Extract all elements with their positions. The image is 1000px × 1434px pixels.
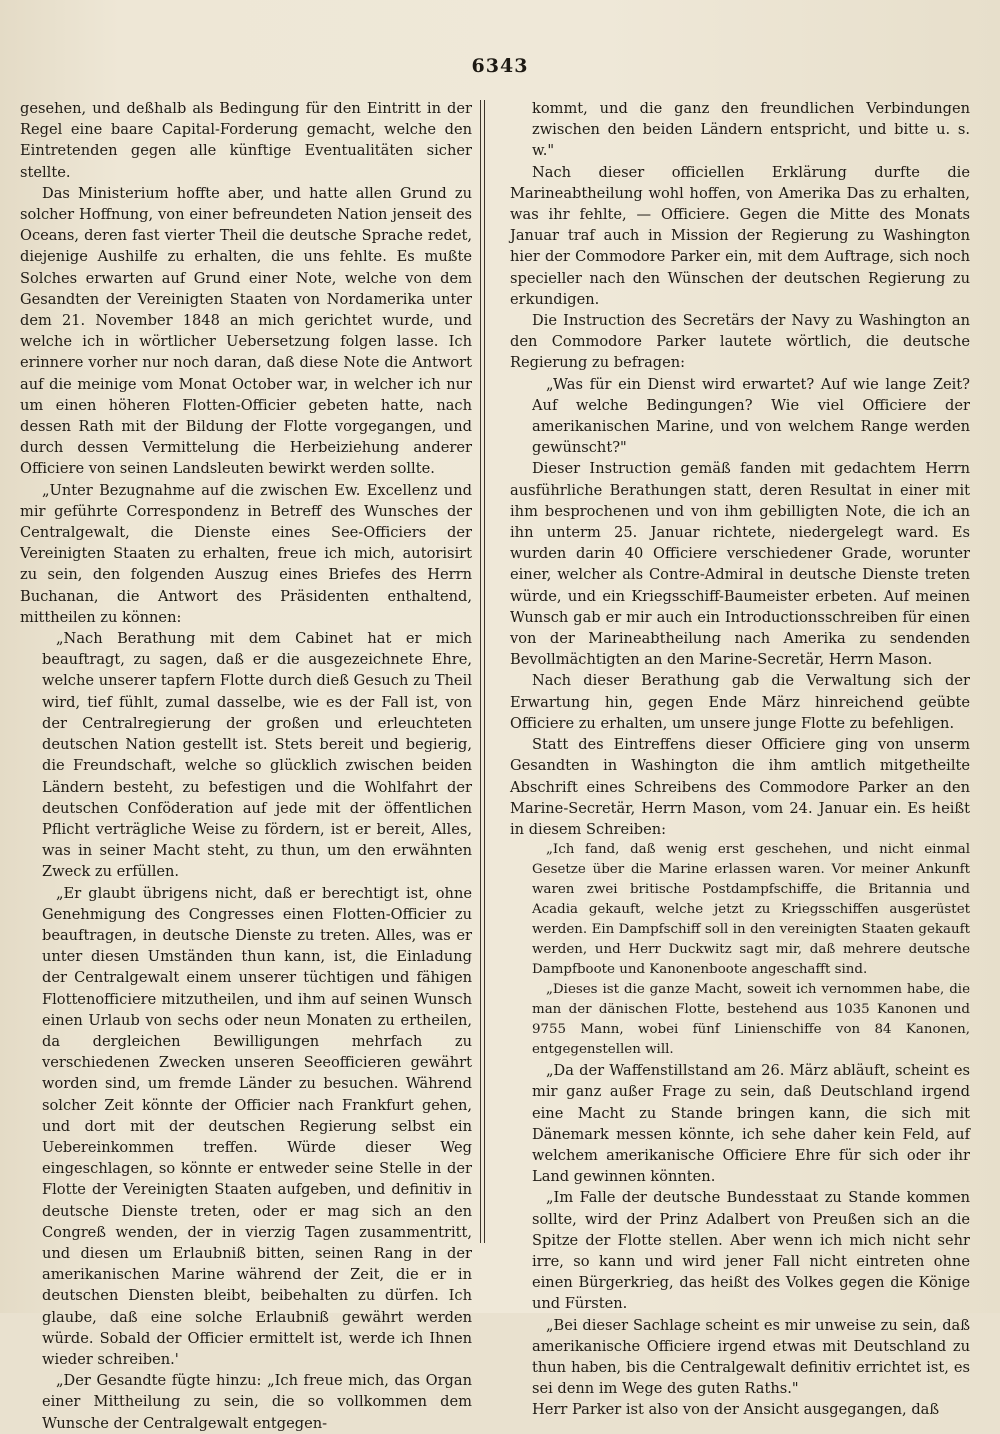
quoted-paragraph: „Da der Waffenstillstand am 26. März abläuft, scheint es mir ganz außer Frage zu sein, daß Deutschland irgend eine Macht zu Stande bringen kann, die sich mit Dänemark messen könnte, ich sehe daher kein Feld, auf welchem amerikanische Officiere Ehre für sich oder ihr Land gewinnen könnten.	[532, 1062, 970, 1186]
paragraph: Herr Parker ist also von der Ansicht ausgegangen, daß	[532, 1401, 940, 1419]
quoted-paragraph: „Er glaubt übrigens nicht, daß er berechtigt ist, ohne Genehmigung des Congresses einen Flotten-Officier zu beauftragen, in deutsche Dienste zu treten. Alles, was er unter diesen Umständen thun kann, ist, die Einladung der Centralgewalt einem unserer tüchtigen und fähigen Flottenofficiere mitzutheilen, und ihm auf seinen Wunsch einen Urlaub von sechs oder neun Monaten zu ertheilen, da dergleichen Bewilligungen mehrfach zu verschiedenen Zwecken unseren Seeofficieren gewährt worden sind, um fremde Länder zu besuchen. Während solcher Zeit könnte der Officier nach Frankfurt gehen, und dort mit der deutschen Regierung selbst ein Uebereinkommen treffen. Würde dieser Weg eingeschlagen, so könnte er entweder seine Stelle in der Flotte der Vereinigten Staaten aufgeben, und definitiv in deutsche Dienste treten, oder er mag sich an den Congreß wenden, der in vierzig Tagen zusammentritt, und diesen um Erlaubniß bitten, seinen Rang in der amerikanischen Marine während der Zeit, die er in deutschen Diensten bleibt, beibehalten zu dürfen. Ich glaube, daß eine solche Erlaubniß gewährt werden würde. Sobald der Officier ermittelt ist, werde ich Ihnen wieder schreiben.'	[42, 884, 472, 1368]
paragraph: Dieser Instruction gemäß fanden mit gedachtem Herrn ausführliche Berathungen statt, deren Resultat in einer mit ihm besprochenen und von ihm gebilligten Note, die ich an ihn unterm 25. Januar richtete, niedergelegt ward. Es wurden darin 40 Officiere verschiedener Grade, worunter einer, welcher als Contre-Admiral in deutsche Dienste treten würde, und ein Kriegsschiff-Baumeister erbeten. Auf meinen Wunsch gab er mir auch ein Introductionsschreiben für einen von der Marineabtheilung nach Amerika zu sendenden Bevollmächtigten an den Marine-Secretär, Herrn Mason.	[510, 460, 970, 669]
quoted-paragraph: „Bei dieser Sachlage scheint es mir unweise zu sein, daß amerikanische Officiere irgend etwas mit Deutschland zu thun haben, bis die Centralgewalt definitiv errichtet ist, es sei denn im Wege des guten Raths."	[532, 1316, 970, 1398]
paragraph: Die Instruction des Secretärs der Navy zu Washington an den Commodore Parker lautete wörtlich, die deutsche Regierung zu befragen:	[510, 312, 970, 372]
column-divider	[480, 100, 481, 1243]
quoted-paragraph: kommt, und die ganz den freundlichen Verbindungen zwischen den beiden Ländern entspricht, und bitte u. s. w."	[532, 100, 970, 160]
quoted-paragraph: „Ich fand, daß wenig erst geschehen, und nicht einmal Gesetze über die Marine erlassen waren. Vor meiner Ankunft waren zwei britische Postdampfschiffe, die Britannia und Acadia gekauft, welche jetzt zu Kriegsschiffen ausgerüstet werden. Ein Dampfschiff soll in den vereinigten Staaten gekauft werden, und Herr Duckwitz sagt mir, daß mehrere deutsche Dampfboote und Kanonenboote angeschafft sind.	[532, 842, 970, 978]
paragraph: Das Ministerium hoffte aber, und hatte allen Grund zu solcher Hoffnung, von einer befreundeten Nation jenseit des Oceans, deren fast vierter Theil die deutsche Sprache redet, diejenige Aushilfe zu erhalten, die uns fehlte. Es mußte Solches erwarten auf Grund einer Note, welche von dem Gesandten der Vereinigten Staaten von Nordamerika unter dem 21. November 1848 an mich gerichtet wurde, und welche ich in wörtlicher Uebersetzung folgen lasse. Ich erinnere vorher nur noch daran, daß diese Note die Antwort auf die meinige vom Monat October war, in welcher ich nur um einen höheren Flotten-Officier gebeten hatte, nach dessen Rath mit der Bildung der Flotte vorgegangen, und durch dessen Vermittelung die Herbeiziehung anderer Officiere von seinen Landsleuten bewirkt werden sollte.	[20, 184, 472, 478]
left-text-column	[20, 98, 472, 1432]
quoted-paragraph: „Dieses ist die ganze Macht, soweit ich vernommen habe, die man der dänischen Flotte, bestehend aus 1035 Kanonen und 9755 Mann, wobei fünf Linienschiffe von 84 Kanonen, entgegenstellen will.	[532, 982, 970, 1058]
paragraph: Nach dieser Berathung gab die Verwaltung sich der Erwartung hin, gegen Ende März hinreichend geübte Officiere zu erhalten, um unsere junge Flotte zu befehligen.	[510, 672, 970, 732]
right-text-column	[510, 98, 970, 1419]
quoted-paragraph: „Was für ein Dienst wird erwartet? Auf wie lange Zeit? Auf welche Bedingungen? Wie viel Officiere der amerikanischen Marine, und von welchem Range werden gewünscht?"	[532, 375, 970, 457]
quoted-paragraph: „Der Gesandte fügte hinzu: „Ich freue mich, das Organ einer Mittheilung zu sein, die so vollkommen dem Wunsche der Centralgewalt entgegen-	[42, 1372, 472, 1432]
paragraph: gesehen, und deßhalb als Bedingung für den Eintritt in der Regel eine baare Capital-Forderung gemacht, welche den Eintretenden gegen alle künftige Eventualitäten sicher stellte.	[20, 100, 472, 181]
paragraph: „Unter Bezugnahme auf die zwischen Ew. Excellenz und mir geführte Correspondenz in Betreff des Wunsches der Centralgewalt, die Dienste eines See-Officiers der Vereinigten Staaten zu erhalten, freue ich mich, autorisirt zu sein, den folgenden Auszug eines Briefes des Herrn Buchanan, die Antwort des Präsidenten enthaltend, mittheilen zu können:	[20, 481, 472, 626]
paragraph: Statt des Eintreffens dieser Officiere ging von unserm Gesandten in Washington die ihm amtlich mitgetheilte Abschrift eines Schreibens des Commodore Parker an den Marine-Secretär, Herrn Mason, vom 24. Januar ein. Es heißt in diesem Schreiben:	[510, 736, 970, 838]
page-number: 6343	[471, 55, 529, 77]
paragraph: Nach dieser officiellen Erklärung durfte die Marineabtheilung wohl hoffen, von Amerika Das zu erhalten, was ihr fehlte, — Officiere. Gegen die Mitte des Monats Januar traf auch in Mission der Regierung zu Washington hier der Commodore Parker ein, mit dem Auftrage, sich noch specieller nach den Wünschen der deutschen Regierung zu erkundigen.	[510, 163, 970, 308]
column-divider	[484, 100, 485, 1243]
quoted-paragraph: „Nach Berathung mit dem Cabinet hat er mich beauftragt, zu sagen, daß er die ausgezeichnete Ehre, welche unserer tapfern Flotte durch dieß Gesuch zu Theil wird, tief fühlt, zumal dasselbe, wie es der Fall ist, von der Centralregierung der großen und erleuchteten deutschen Nation gestellt ist. Stets bereit und begierig, die Freundschaft, welche so glücklich zwischen beiden Ländern besteht, zu befestigen und die Wohlfahrt der deutschen Conföderation auf jede mit der öffentlichen Pflicht verträgliche Weise zu fördern, ist er bereit, Alles, was in seiner Macht steht, zu thun, um den erwähnten Zweck zu erfüllen.	[42, 630, 472, 881]
quoted-paragraph: „Im Falle der deutsche Bundesstaat zu Stande kommen sollte, wird der Prinz Adalbert von Preußen sich an die Spitze der Flotte stellen. Aber wenn ich mich nicht sehr irre, so kann und wird jener Fall nicht eintreten ohne einen Bürgerkrieg, das heißt des Volkes gegen die Könige und Fürsten.	[532, 1189, 970, 1313]
